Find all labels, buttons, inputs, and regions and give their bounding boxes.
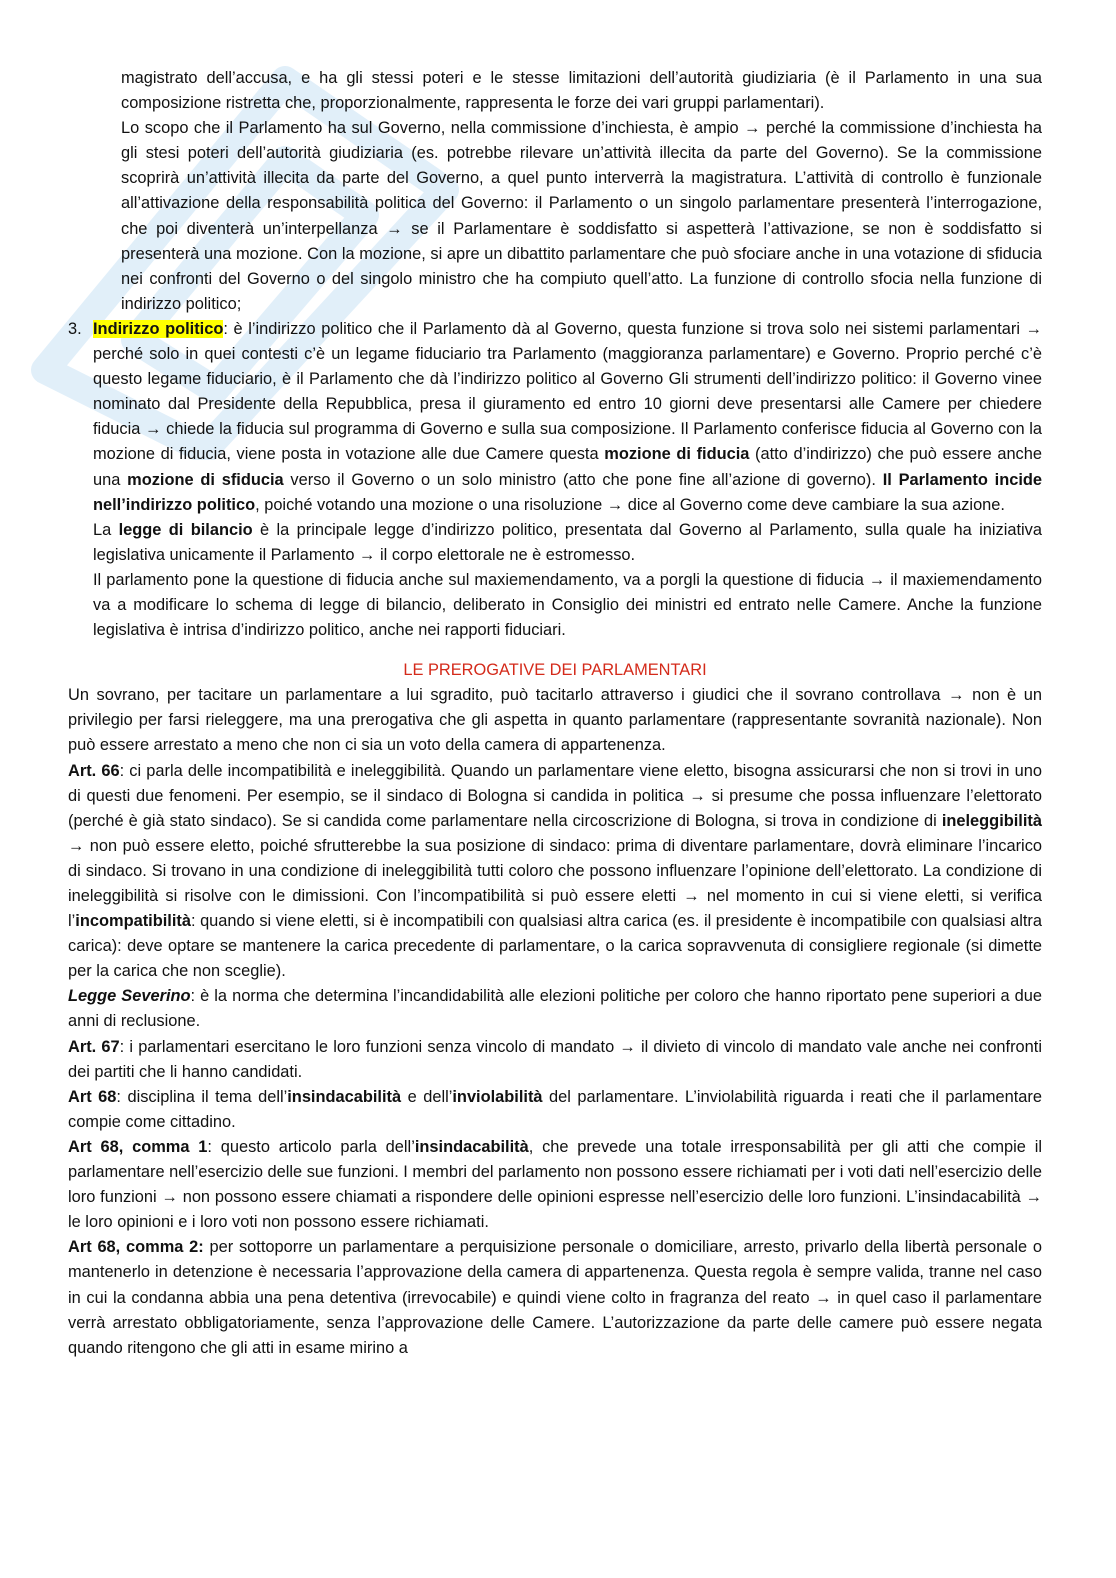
arrow-icon: →: [815, 1288, 832, 1307]
text: del parlamentare. L’inviolabilità riguarda i reati che il parlamentare compie come cittadino.: [68, 1087, 1042, 1131]
list-item-3: [68, 317, 1043, 518]
paragraph-art67: [68, 1035, 1042, 1085]
arrow-icon: →: [1025, 319, 1042, 338]
article-label: Art. 67: [68, 1037, 120, 1056]
paragraph-art66: [68, 759, 1042, 985]
text: e dell’: [401, 1087, 453, 1106]
bold-text: ineleggibilità: [941, 811, 1042, 830]
text: in quel caso il parlamentare verrà arrestato obbligatoriamente, senza l’approvazione delle Camere. L’autorizzazione da parte delle camere può essere negata quando ritengono che gli atti in esame mirino a: [68, 1288, 1042, 1357]
text: è la principale legge d’indirizzo politico, presentata dal Governo al Parlamento, sulla quale ha iniziativa legislativa unicamente il Parlamento: [93, 520, 1042, 564]
paragraph: [93, 568, 1042, 643]
bold-text: Il Parlamento incide nell’indirizzo politico: [93, 470, 1043, 514]
text: : quando si viene eletti, si è incompatibili con qualsiasi altra carica (es. il presidente è incompatibile con qualsiasi altra carica): deve optare se mantenere la carica precedente di parlamentare, o la carica sopravvenuta di consigliere regionale (si dimette per la carica che non sceglie).: [68, 912, 1042, 981]
text: : i parlamentari esercitano le loro funzioni senza vincolo di mandato: [119, 1037, 620, 1056]
arrow-icon: →: [68, 836, 85, 855]
section-heading: LE PREROGATIVE DEI PARLAMENTARI: [403, 661, 707, 680]
text: , poiché votando una mozione o una risoluzione: [255, 495, 607, 514]
text: non possono essere chiamati a rispondere delle opinioni espresse nell’esercizio delle loro funzioni. L’insindacabilità: [177, 1188, 1026, 1207]
arrow-icon: →: [606, 495, 624, 514]
article-label: Legge Severino: [68, 987, 191, 1006]
article-label: Art 68: [68, 1087, 117, 1106]
paragraph-art68-comma2: [68, 1235, 1042, 1360]
highlighted-term: Indirizzo politico: [93, 319, 224, 338]
arrow-icon: →: [868, 570, 886, 589]
text: , che prevede una totale irresponsabilità per gli atti che compie il parlamentare nell’esercizio delle sue funzioni. I membri del parlamento non possono essere richiamati per i voti dati nell’esercizio delle loro funzioni: [68, 1137, 1042, 1207]
text: : disciplina il tema dell’: [116, 1087, 288, 1106]
arrow-icon: →: [386, 219, 403, 238]
text: dice al Governo come deve cambiare la sua azione.: [623, 495, 1005, 514]
text: magistrato dell’accusa, e ha gli stessi poteri e le stesse limitazioni dell’autorità giudiziaria (è il Parlamento in una sua composizione ristretta che, proporzionalmente, rappresenta le forze dei vari gruppi parlamentari).: [121, 69, 1042, 113]
paragraph-art68: [68, 1085, 1042, 1135]
article-label: Art 68, comma 1: [68, 1137, 208, 1156]
text: perché la commissione d’inchiesta ha gli stesi poteri dell’autorità giudiziaria (es. potrebbe rilevare un’attività illecita da parte del Governo). Se la commissione scoprirà un’attività illecita da parte del Governo, a quel punto interverrà la magistratura. L’attività di controllo è funzionale all’attivazione della responsabilità politica del Governo: il Parlamento o un singolo parlamentare presenterà l’interrogazione, che poi diventerà un’interpellanza: [121, 119, 1042, 238]
paragraph-severino: [68, 984, 1042, 1034]
bold-text: legge di bilancio: [118, 520, 253, 539]
text: il divieto di vincolo di mandato vale anche nei confronti dei partiti che li hanno candidati.: [68, 1037, 1042, 1081]
text: : è la norma che determina l’incandidabilità alle elezioni politiche per coloro che hanno riportato pene superiori a due anni di reclusione.: [68, 987, 1042, 1031]
arrow-icon: →: [359, 545, 376, 564]
text: perché solo in quei contesti c’è un legame fiduciario tra Parlamento (maggioranza parlamentare) e Governo. Proprio perché c’è questo legame fiduciario, è il Parlamento che dà l’indirizzo politico al Governo Gli strumenti dell’indirizzo politico: il Governo vinee nominato dal Presidente della Repubblica, presa il giuramento ed entro 10 giorni deve presentarsi alle Camere per chiedere fiducia: [93, 345, 1042, 439]
bold-text: incompatibilità: [75, 912, 191, 931]
arrow-icon: →: [1025, 1188, 1043, 1207]
arrow-icon: →: [619, 1037, 636, 1056]
article-label: Art. 66: [68, 761, 120, 780]
text: se il Parlamentare è soddisfatto si aspetterà l’attivazione, se non è soddisfatto si presenterà una mozione. Con la mozione, si apre un dibattito parlamentare che può sfociare anche in una votazione di sfiducia nei confronti del Governo o del singolo ministro che ha compiuto quell’atto. La funzione di controllo sfocia nella funzione di indirizzo politico;: [121, 219, 1042, 313]
arrow-icon: →: [145, 420, 162, 439]
bold-text: mozione di sfiducia: [127, 470, 284, 489]
bold-text: mozione di fiducia: [604, 445, 750, 464]
text: Il parlamento pone la questione di fiducia anche sul maxiemendamento, va a porgli la questione di fiducia: [93, 570, 869, 589]
text: nel momento in cui si viene eletti, si verifica l’: [68, 887, 1042, 931]
text: il maxiemendamento va a modificare lo schema di legge di bilancio, deliberato in Consiglio dei ministri ed entrato nelle Camere. Anche la funzione legislativa è intrisa d’indirizzo politico, anche nei rapporti fiduciari.: [93, 570, 1042, 640]
text: le loro opinioni e i loro voti non possono essere richiamati.: [68, 1213, 489, 1232]
paragraph: [93, 518, 1042, 568]
arrow-icon: →: [689, 786, 706, 805]
text: La: [93, 520, 119, 539]
text: il corpo elettorale ne è estromesso.: [375, 545, 636, 564]
paragraph: [121, 66, 1042, 116]
text: (atto d’indirizzo) che può essere anche una: [93, 445, 1042, 489]
arrow-icon: →: [948, 686, 965, 705]
paragraph: [121, 116, 1042, 317]
list-number: 3.: [68, 319, 82, 338]
paragraph-art68-comma1: [68, 1135, 1042, 1235]
text: chiede la fiducia sul programma di Governo e sulla sua composizione. Il Parlamento conferisce fiducia al Governo con la mozione di fiducia, viene posta in votazione alle due Camere questa: [93, 420, 1042, 464]
text: Lo scopo che il Parlamento ha sul Governo, nella commissione d’inchiesta, è ampio: [121, 119, 745, 138]
bold-text: insindacabilità: [414, 1137, 529, 1156]
text: : questo articolo parla dell’: [207, 1137, 415, 1156]
text: non è un privilegio per farsi rieleggere, ma una prerogativa che gli aspetta in quanto parlamentare (rappresentante sovranità nazionale). Non può essere arrestato a meno che non ci sia un voto della camera di appartenenza.: [68, 686, 1042, 755]
text: Un sovrano, per tacitare un parlamentare a lui sgradito, può tacitarlo attraverso i giudici che il sovrano controllava: [68, 686, 949, 705]
paragraph: [68, 683, 1042, 758]
document-body: [68, 66, 1042, 1361]
arrow-icon: →: [161, 1188, 178, 1207]
bold-text: insindacabilità: [287, 1087, 402, 1106]
article-label: Art 68, comma 2:: [68, 1238, 204, 1257]
text: non può essere eletto, poiché sfrutterebbe la sua posizione di sindaco: prima di diventare parlamentare, dovrà eliminare l’incarico di sindaco. Si trovano in una condizione di ineleggibilità tutti coloro che possono influenzare l’opinione dell’elettorato. La condizione di ineleggibilità si risolve con le dimissioni. Con l’incompatibilità si può essere eletti: [68, 836, 1042, 905]
text: : ci parla delle incompatibilità e ineleggibilità. Quando un parlamentare viene eletto, bisogna assicurarsi che non si trovi in uno di questi due fenomeni. Per esempio, se il sindaco di Bologna si candida in politica: [68, 761, 1042, 805]
text: : è l’indirizzo politico che il Parlamento dà al Governo, questa funzione si trova solo nei sistemi parlamentari: [223, 319, 1026, 338]
text: per sottoporre un parlamentare a perquisizione personale o domiciliare, arresto, privarlo della libertà personale o mantenerlo in detenzione è necessaria l’approvazione della camera di appartenenza. Questa regola è sempre valida, tranne nel caso in cui la condanna abbia una pena detentiva (irrevocabile) e quindi viene colto in fragranza del reato: [68, 1238, 1042, 1307]
arrow-icon: →: [683, 887, 700, 905]
text: verso il Governo o un solo ministro (atto che pone fine all’azione di governo).: [283, 470, 883, 489]
text: si presume che possa influenzare l’elettorato (perché è già stato sindaco). Se si candida come parlamentare nella circoscrizione di Bologna, si trova in condizione di: [68, 786, 1042, 830]
arrow-icon: →: [744, 119, 761, 138]
bold-text: inviolabilità: [452, 1087, 543, 1106]
